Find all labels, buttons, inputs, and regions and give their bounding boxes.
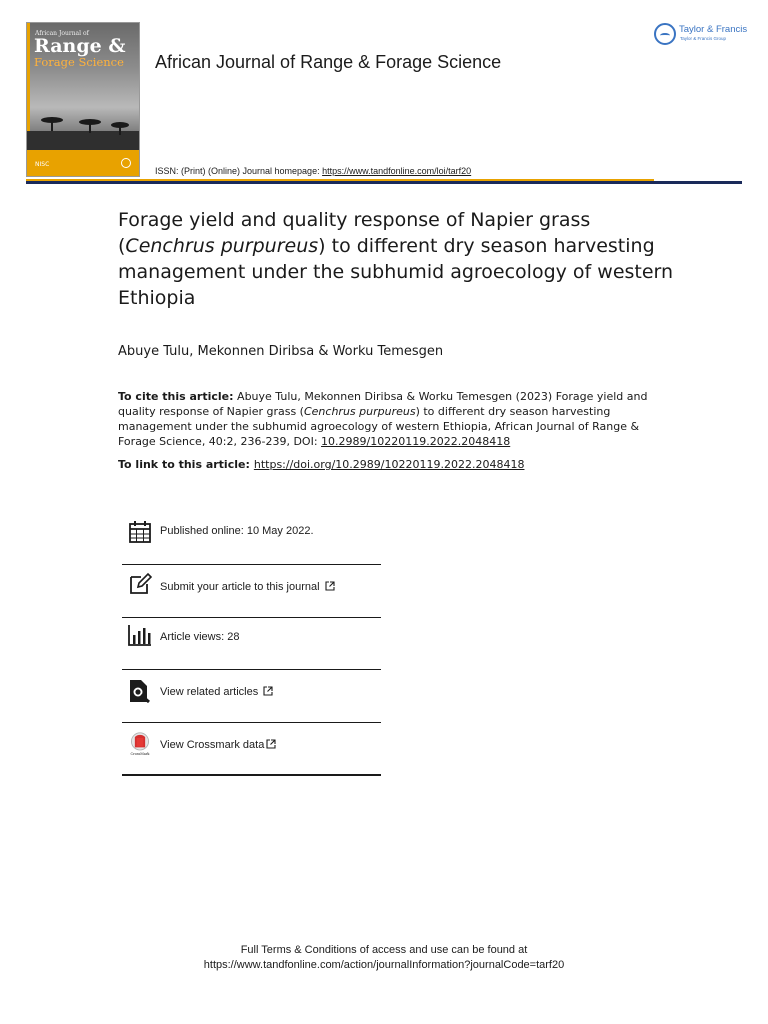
info-divider xyxy=(122,617,381,618)
crossmark-icon xyxy=(128,732,152,756)
info-divider xyxy=(122,722,381,723)
submit-article-label: Submit your article to this journal xyxy=(160,581,320,593)
crossmark-icon-text: CrossMark xyxy=(130,752,150,756)
related-articles-label: View related articles xyxy=(160,686,259,698)
related-articles-link[interactable] xyxy=(160,686,273,698)
publisher-group: Taylor & Francis Group xyxy=(680,36,727,41)
submit-article-row[interactable] xyxy=(122,566,381,618)
taylor-francis-emblem-icon xyxy=(654,23,676,45)
article-title-species: Cenchrus purpureus xyxy=(125,235,319,257)
crossmark-label: View Crossmark data xyxy=(160,739,265,751)
citation-doi-link[interactable]: 10.2989/10220119.2022.2048418 xyxy=(321,435,511,448)
cover-emblem-icon xyxy=(121,158,131,168)
citation-block xyxy=(118,389,658,449)
cover-tree-icon xyxy=(41,117,63,123)
calendar-icon xyxy=(128,520,152,544)
cover-tree-icon xyxy=(111,122,129,128)
cover-publisher-logo: NISC xyxy=(35,161,50,168)
cover-title-line1: Range & xyxy=(34,35,126,57)
journal-cover-image xyxy=(26,22,140,177)
article-authors: Abuye Tulu, Mekonnen Diribsa & Worku Temesgen xyxy=(118,344,444,359)
document-search-icon xyxy=(128,679,152,703)
citation-species: Cenchrus purpureus xyxy=(303,405,416,418)
article-link-label: To link to this article: xyxy=(118,458,250,471)
external-link-icon xyxy=(325,581,335,591)
taylor-francis-logo[interactable] xyxy=(654,22,746,48)
cover-small-text: African Journal of xyxy=(35,30,89,37)
crossmark-link[interactable] xyxy=(160,739,276,751)
edit-icon xyxy=(128,572,152,596)
submit-article-link[interactable] xyxy=(160,581,335,593)
article-title-part: ) to different dry season harvesting management under the subhumid agroecology of western Ethiopia xyxy=(118,235,674,309)
info-divider xyxy=(122,669,381,670)
article-doi-link[interactable]: https://doi.org/10.2989/10220119.2022.2048418 xyxy=(253,458,525,471)
header-divider xyxy=(26,181,742,184)
citation-label: To cite this article: xyxy=(118,390,234,403)
issn-text: ISSN: (Print) (Online) Journal homepage: xyxy=(155,166,323,176)
journal-homepage-link[interactable]: https://www.tandfonline.com/loi/tarf20 xyxy=(322,166,472,176)
journal-title: African Journal of Range & Forage Science xyxy=(155,52,502,72)
crossmark-row[interactable] xyxy=(122,724,381,776)
citation-text: Abuye Tulu, Mekonnen Diribsa & Worku Temesgen (2023) Forage yield and quality response of Napier grass ( xyxy=(118,390,648,418)
published-online-row xyxy=(122,512,381,564)
article-title-part: Forage yield and quality response of Napier grass ( xyxy=(118,209,591,257)
info-bottom-divider xyxy=(122,774,381,776)
citation-text: ) to different dry season harvesting management under the subhumid agroecology of western Ethiopia, African Journal of Range & Forage Science, 40:2, 236-239, DOI: xyxy=(118,405,640,448)
info-divider xyxy=(122,564,381,565)
published-online-label: Published online: 10 May 2022. xyxy=(160,525,314,537)
issn-line xyxy=(155,166,471,176)
article-views-label: Article views: 28 xyxy=(160,631,240,643)
article-title xyxy=(118,207,678,311)
related-articles-row[interactable] xyxy=(122,671,381,723)
external-link-icon xyxy=(266,739,276,749)
article-views-row xyxy=(122,619,381,671)
publisher-name: Taylor & Francis xyxy=(679,24,748,35)
bar-chart-icon xyxy=(128,623,152,647)
article-link-line xyxy=(118,458,524,471)
external-link-icon xyxy=(263,686,273,696)
terms-link[interactable]: https://www.tandfonline.com/action/journalInformation?journalCode=tarf20 xyxy=(203,959,565,971)
cover-title-line2: Forage Science xyxy=(34,55,124,69)
terms-footer xyxy=(0,943,768,973)
cover-tree-icon xyxy=(79,119,101,125)
terms-text: Full Terms & Conditions of access and use can be found at xyxy=(240,944,528,956)
